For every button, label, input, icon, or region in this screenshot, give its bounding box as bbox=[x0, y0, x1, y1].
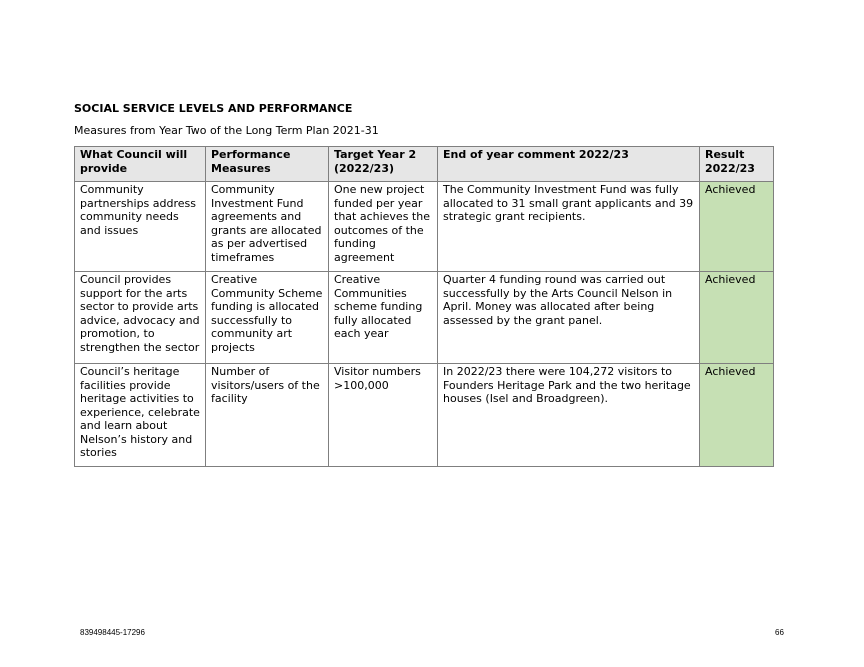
cell-measure: Number of visitors/users of the facility bbox=[206, 364, 329, 467]
cell-result: Achieved bbox=[700, 182, 774, 272]
cell-target: One new project funded per year that achieves the outcomes of the funding agreement bbox=[329, 182, 438, 272]
page-number: 66 bbox=[775, 628, 784, 637]
table-header-row bbox=[75, 147, 774, 182]
cell-comment: Quarter 4 funding round was carried out successfully by the Arts Council Nelson in April. Money was allocated after being assessed by the grant panel. bbox=[438, 272, 700, 364]
cell-comment: In 2022/23 there were 104,272 visitors to Founders Heritage Park and the two heritage houses (Isel and Broadgreen). bbox=[438, 364, 700, 467]
cell-comment: The Community Investment Fund was fully allocated to 31 small grant applicants and 39 strategic grant recipients. bbox=[438, 182, 700, 272]
column-header-result: Result 2022/23 bbox=[700, 147, 774, 182]
column-header-what-council-provides: What Council will provide bbox=[75, 147, 206, 182]
cell-provision: Community partnerships address community needs and issues bbox=[75, 182, 206, 272]
cell-measure: Community Investment Fund agreements and grants are allocated as per advertised timeframes bbox=[206, 182, 329, 272]
table-row bbox=[75, 272, 774, 364]
document-id: 839498445-17296 bbox=[80, 628, 145, 637]
section-subheading: Measures from Year Two of the Long Term Plan 2021-31 bbox=[74, 124, 379, 137]
cell-target: Creative Communities scheme funding fully allocated each year bbox=[329, 272, 438, 364]
performance-table bbox=[74, 146, 774, 467]
cell-provision: Council’s heritage facilities provide heritage activities to experience, celebrate and learn about Nelson’s history and stories bbox=[75, 364, 206, 467]
cell-target: Visitor numbers >100,000 bbox=[329, 364, 438, 467]
cell-measure: Creative Community Scheme funding is allocated successfully to community art projects bbox=[206, 272, 329, 364]
table-row bbox=[75, 364, 774, 467]
table-row bbox=[75, 182, 774, 272]
section-heading: SOCIAL SERVICE LEVELS AND PERFORMANCE bbox=[74, 102, 353, 115]
cell-provision: Council provides support for the arts sector to provide arts advice, advocacy and promotion, to strengthen the sector bbox=[75, 272, 206, 364]
column-header-target: Target Year 2 (2022/23) bbox=[329, 147, 438, 182]
column-header-performance-measures: Performance Measures bbox=[206, 147, 329, 182]
column-header-comment: End of year comment 2022/23 bbox=[438, 147, 700, 182]
cell-result: Achieved bbox=[700, 272, 774, 364]
cell-result: Achieved bbox=[700, 364, 774, 467]
